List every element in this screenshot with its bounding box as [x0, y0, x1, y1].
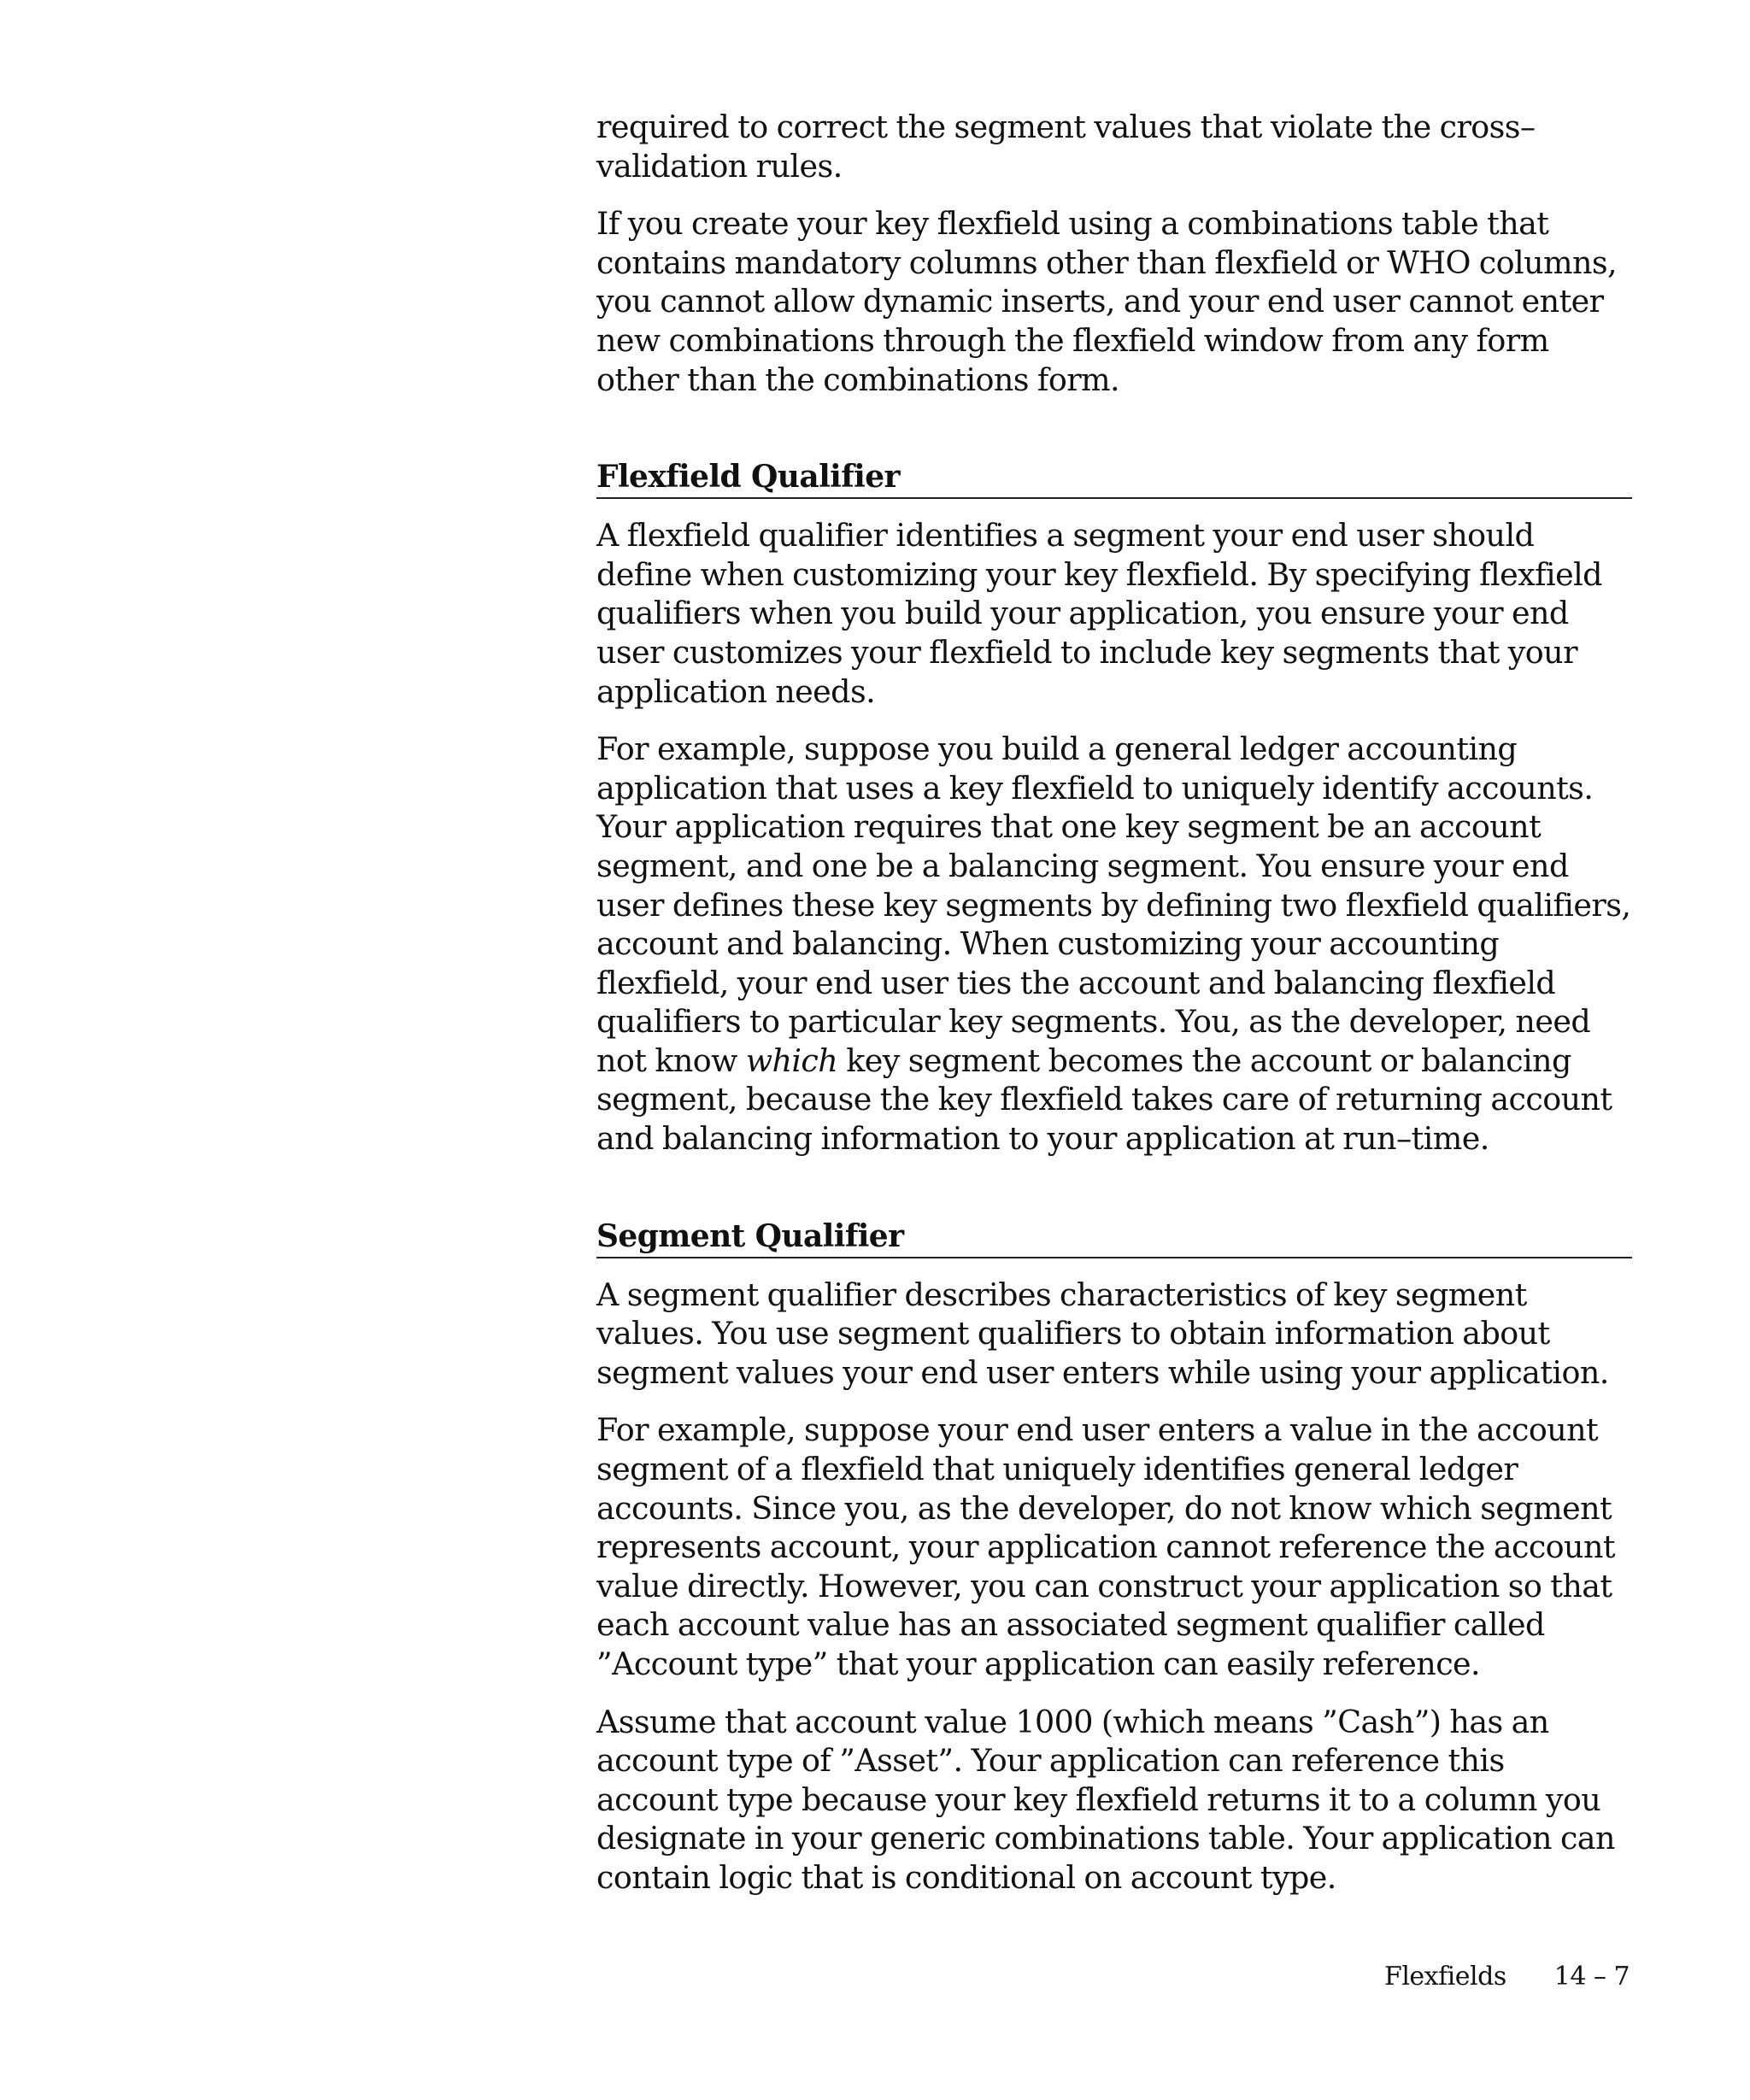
- flexfield-qualifier-paragraph-1: A flexfield qualifier identifies a segment your end user should define when customizing your key flexfield. By specifying flexfield qualifiers when you build your application, you ensure your end user customizes your flexfield to include key segments that your application needs.: [596, 517, 1602, 710]
- paragraph-text: key segment becomes the account or balancing segment, because the key flexfield takes care of returning account and balancing information to your application at run–time.: [596, 1041, 1612, 1158]
- footer-chapter: Flexfields: [1384, 1962, 1506, 1991]
- page-content: [596, 108, 1632, 1898]
- paragraph-text: For example, suppose you build a general ledger accounting application that uses a key flexfield to uniquely identify accounts. Your application requires that one key segment be an account segment, and one be a balancing segment. You ensure your end user defines these key segments by defining two flexfield qualifiers, account and balancing. When customizing your accounting flexfield, your end user ties the account and balancing flexfield qualifiers to particular key segments. You, as the developer, need not know: [596, 730, 1631, 1079]
- page-footer: [1384, 1962, 1630, 1992]
- segment-qualifier-heading: Segment Qualifier: [596, 1218, 1632, 1258]
- segment-qualifier-paragraph-3: Assume that account value 1000 (which means ”Cash”) has an account type of ”Asset”. Your application can reference this account type because your key flexfield returns it to a column you designate in your generic combinations table. Your application can contain logic that is conditional on account type.: [596, 1703, 1615, 1896]
- flexfield-qualifier-section: [596, 459, 1632, 1159]
- emphasis-which: which: [745, 1041, 838, 1079]
- intro-paragraph-2: If you create your key flexfield using a combinations table that contains mandatory columns other than flexfield or WHO columns, you cannot allow dynamic inserts, and your end user cannot enter new combinations through the flexfield window from any form other than the combinations form.: [596, 205, 1618, 398]
- segment-qualifier-paragraph-2: For example, suppose your end user enters a value in the account segment of a flexfield that uniquely identifies general ledger accounts. Since you, as the developer, do not know which segment represents account, your application cannot reference the account value directly. However, you can construct your application so that each account value has an associated segment qualifier called ”Account type” that your application can easily reference.: [596, 1411, 1615, 1682]
- flexfield-qualifier-heading: Flexfield Qualifier: [596, 459, 1632, 499]
- segment-qualifier-paragraph-1: A segment qualifier describes characteristics of key segment values. You use segment qualifiers to obtain information about segment values your end user enters while using your application.: [596, 1276, 1609, 1391]
- segment-qualifier-section: [596, 1218, 1632, 1898]
- flexfield-qualifier-paragraph-2: [596, 730, 1632, 1159]
- intro-paragraph-1: required to correct the segment values that violate the cross–validation rules.: [596, 109, 1536, 185]
- page-number: 14 – 7: [1553, 1962, 1630, 1991]
